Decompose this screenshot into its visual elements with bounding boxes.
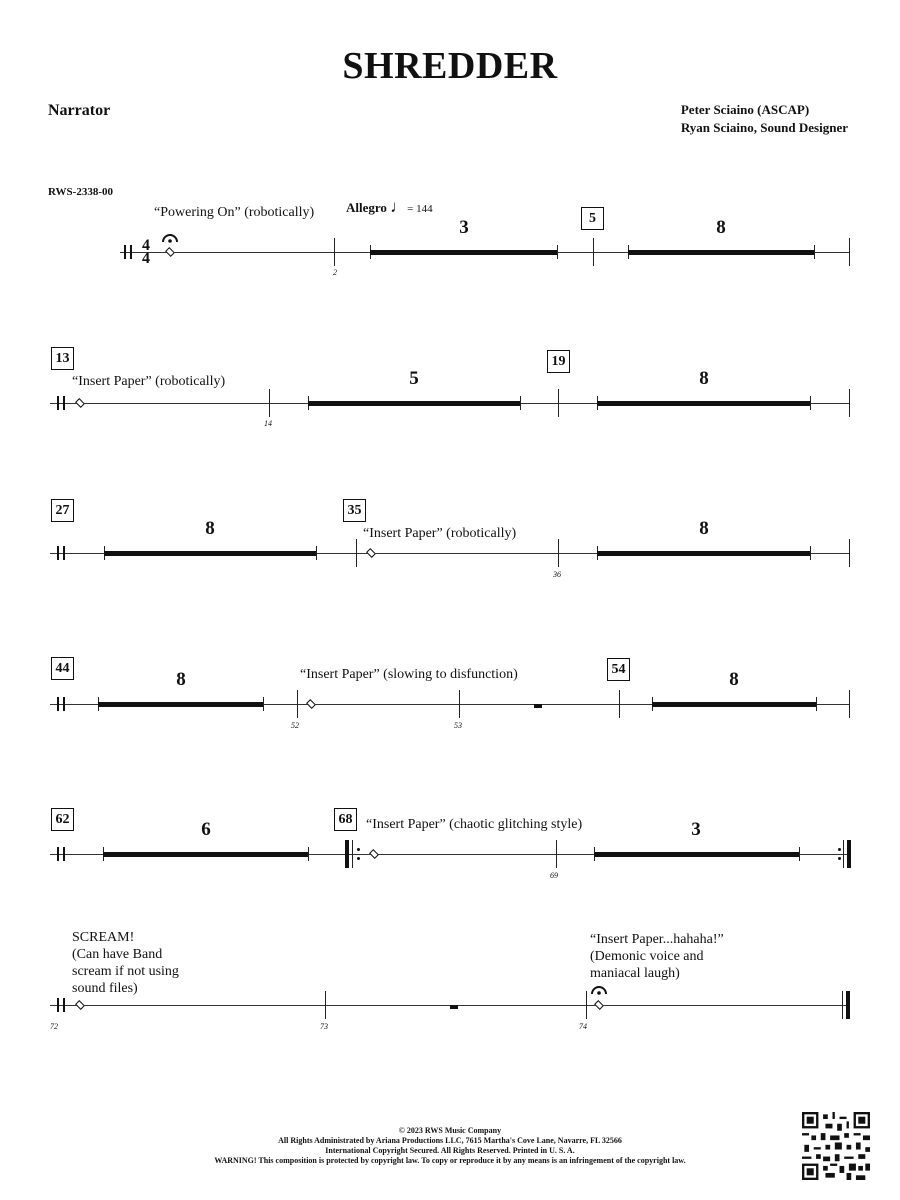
rehearsal-mark: 44 (51, 657, 74, 680)
multirest-bar (597, 551, 811, 556)
copyright-line: © 2023 RWS Music Company (398, 1126, 502, 1135)
barline (849, 389, 850, 417)
barline (849, 539, 850, 567)
barline (459, 690, 460, 718)
notehead (366, 548, 376, 558)
multirest-cap (316, 546, 317, 560)
rehearsal-mark: 54 (607, 658, 630, 681)
measure-number: 74 (579, 1022, 587, 1031)
multirest-count: 6 (201, 819, 211, 840)
credits (681, 101, 848, 137)
multirest-bar (308, 401, 521, 406)
half-rest-icon (450, 1005, 458, 1009)
measure-number: 69 (550, 871, 558, 880)
repeat-dot (838, 848, 841, 851)
sound-designer-credit: Ryan Sciaino, Sound Designer (680, 120, 848, 135)
multirest-bar (628, 250, 815, 255)
barline (325, 991, 326, 1019)
repeat-end-thick-bar (847, 840, 851, 868)
direction-insert-paper: “Insert Paper” (chaotic glitching style) (366, 817, 583, 832)
barline (556, 840, 557, 868)
half-rest-icon (534, 704, 542, 708)
qr-code-icon[interactable] (802, 1112, 870, 1180)
multirest-bar (652, 702, 817, 707)
multirest-count: 3 (459, 217, 469, 238)
catalog-number: RWS-2338-00 (48, 186, 114, 198)
multirest-bar (98, 702, 264, 707)
fermata-icon (591, 982, 607, 998)
barline (297, 690, 298, 718)
rehearsal-mark: 13 (51, 347, 74, 370)
barline (269, 389, 270, 417)
barline (558, 389, 559, 417)
repeat-start-thick-bar (345, 840, 349, 868)
measure-number: 36 (553, 570, 561, 579)
tempo-marking: Allegro ♩= 144 (346, 197, 433, 216)
rehearsal-mark: 62 (51, 808, 74, 831)
barline (334, 238, 335, 266)
multirest-cap (263, 697, 264, 711)
multirest-bar (104, 551, 317, 556)
multirest-count: 8 (699, 518, 709, 539)
multirest-bar (370, 250, 558, 255)
multirest-cap (520, 396, 521, 410)
warning-line: WARNING! This composition is protected by copyright law. To copy or reproduce it by any means is an infringement of the copyright law. (214, 1156, 686, 1165)
repeat-end-thin-bar (843, 840, 844, 868)
multirest-cap (810, 396, 811, 410)
quarter-note-icon: ♩ (390, 197, 408, 216)
notehead (75, 1000, 85, 1010)
measure-number: 2 (333, 268, 337, 277)
part-name: Narrator (48, 102, 111, 119)
repeat-start-thin-bar (352, 840, 353, 868)
multirest-count: 8 (176, 669, 186, 690)
final-thin-bar (842, 991, 843, 1019)
barline (558, 539, 559, 567)
barline (356, 539, 357, 567)
page-title: SHREDDER (342, 45, 558, 87)
barline (619, 690, 620, 718)
multirest-count: 3 (691, 819, 701, 840)
multirest-cap (308, 847, 309, 861)
measure-number: 73 (320, 1022, 328, 1031)
secured-line: International Copyright Secured. All Rights Reserved. Printed in U. S. A. (325, 1146, 575, 1155)
multirest-bar (103, 852, 309, 857)
percussion-clef (130, 245, 132, 259)
percussion-clef (57, 847, 59, 861)
rehearsal-mark: 19 (547, 350, 570, 373)
rehearsal-mark: 5 (581, 207, 604, 230)
direction-insert-paper: “Insert Paper” (robotically) (363, 526, 517, 541)
composer-credit: Peter Sciaino (ASCAP) (680, 102, 810, 117)
percussion-clef (124, 245, 126, 259)
percussion-clef (63, 998, 65, 1012)
direction-insert-paper: “Insert Paper” (robotically) (72, 374, 226, 389)
repeat-dot (838, 857, 841, 860)
measure-number: 53 (454, 721, 462, 730)
admin-line: All Rights Administrated by Ariana Productions LLC, 7615 Martha's Cove Lane, Navarre, FL 32566 (278, 1136, 622, 1145)
multirest-bar (597, 401, 811, 406)
barline (586, 991, 587, 1019)
percussion-clef (57, 546, 59, 560)
copyright-footer (0, 1126, 900, 1166)
rehearsal-mark: 68 (334, 808, 357, 831)
multirest-cap (816, 697, 817, 711)
multirest-count: 8 (716, 217, 726, 238)
multirest-cap (814, 245, 815, 259)
notehead (75, 398, 85, 408)
notehead (369, 849, 379, 859)
barline (849, 238, 850, 266)
fermata-icon (162, 230, 178, 246)
barline (593, 238, 594, 266)
direction-final: “Insert Paper...hahaha!” (Demonic voice and maniacal laugh) (590, 932, 724, 981)
barline (849, 690, 850, 718)
notehead (594, 1000, 604, 1010)
percussion-clef (57, 998, 59, 1012)
rehearsal-mark: 35 (343, 499, 366, 522)
notehead (306, 699, 316, 709)
direction-scream: SCREAM! (Can have Band scream if not using sound files) (72, 930, 179, 996)
multirest-count: 8 (699, 368, 709, 389)
multirest-bar (594, 852, 800, 857)
percussion-clef (57, 697, 59, 711)
percussion-clef (63, 546, 65, 560)
percussion-clef (63, 396, 65, 410)
measure-number: 14 (264, 419, 272, 428)
percussion-clef (63, 697, 65, 711)
percussion-clef (63, 847, 65, 861)
direction-insert-paper: “Insert Paper” (slowing to disfunction) (300, 667, 518, 682)
measure-number: 72 (50, 1022, 58, 1031)
percussion-clef (57, 396, 59, 410)
time-signature: 4 4 (142, 237, 150, 267)
notehead (165, 247, 175, 257)
rehearsal-mark: 27 (51, 499, 74, 522)
multirest-cap (557, 245, 558, 259)
multirest-count: 8 (205, 518, 215, 539)
measure-number: 52 (291, 721, 299, 730)
repeat-dot (357, 857, 360, 860)
multirest-cap (799, 847, 800, 861)
direction-powering-on: “Powering On” (robotically) (154, 205, 315, 220)
multirest-count: 8 (729, 669, 739, 690)
multirest-cap (810, 546, 811, 560)
final-thick-bar (846, 991, 850, 1019)
repeat-dot (357, 848, 360, 851)
multirest-count: 5 (409, 368, 419, 389)
